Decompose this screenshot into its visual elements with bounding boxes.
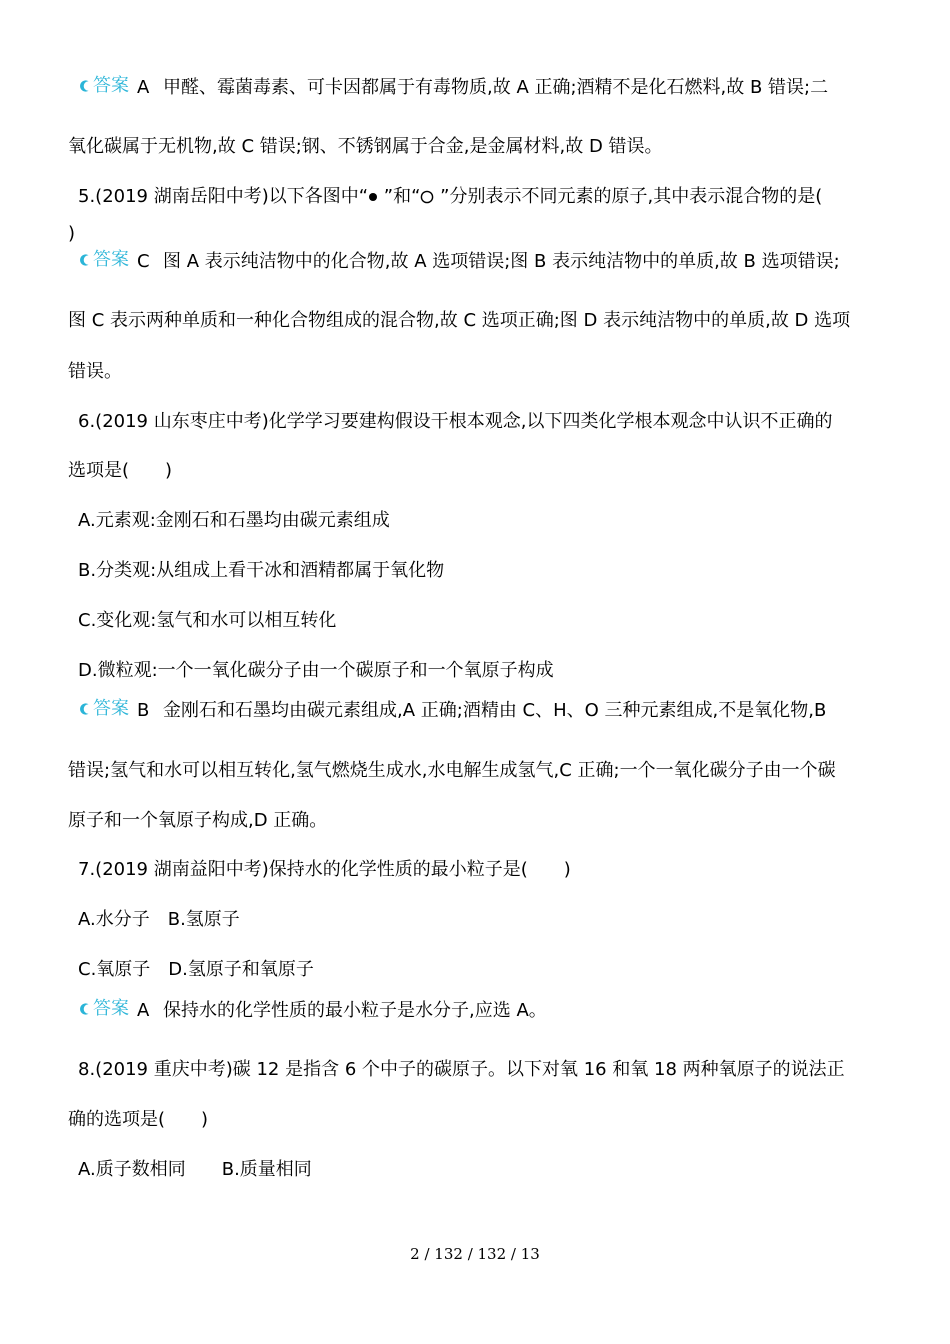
answer-5-line-3: 错误。 xyxy=(68,361,122,382)
answer-badge: 答案 xyxy=(78,697,129,721)
filled-dot-icon xyxy=(368,192,378,202)
question-6: 6.(2019 山东枣庄中考)化学学习要建构假设干根本观念,以下四类化学根本观念中认识不正确的 xyxy=(78,411,833,432)
answer-label: 答案 xyxy=(93,75,129,96)
answer-badge-icon xyxy=(78,253,92,267)
question-6-line-2: 选项是( ) xyxy=(68,460,173,481)
answer-text: 甲醛、霉菌毒素、可卡因都属于有毒物质,故 A 正确;酒精不是化石燃料,故 B 错误;二 xyxy=(163,77,829,98)
answer-badge-icon xyxy=(78,79,92,93)
question-7-options-1: A.水分子 B.氢原子 xyxy=(78,909,240,930)
answer-badge: 答案 xyxy=(78,997,129,1021)
answer-badge-icon xyxy=(78,702,92,716)
question-5-line-2: ) xyxy=(68,223,76,244)
question-8-options-1: A.质子数相同 B.质量相同 xyxy=(78,1159,312,1180)
answer-letter: A xyxy=(137,77,150,98)
answer-badge: 答案 xyxy=(78,248,129,272)
question-8: 8.(2019 重庆中考)碳 12 是指含 6 个中子的碳原子。以下对氧 16 和氧 18 两种氧原子的说法正 xyxy=(78,1059,845,1080)
answer-7: 答案 A 保持水的化学性质的最小粒子是水分子,应选 A。 xyxy=(78,997,547,1023)
answer-6: 答案 B 金刚石和石墨均由碳元素组成,A 正确;酒精由 C、H、O 三种元素组成,不是氧化物,B xyxy=(78,697,826,723)
question-5: 5.(2019 湖南岳阳中考)以下各图中“ ”和“ ”分别表示不同元素的原子,其中表示混合物的是( xyxy=(78,186,823,207)
question-7-options-2: C.氧原子 D.氢原子和氧原子 xyxy=(78,959,314,980)
hollow-circle-icon xyxy=(420,190,434,204)
answer-6-line-2: 错误;氢气和水可以相互转化,氢气燃烧生成水,水电解生成氢气,C 正确;一个一氧化碳分子由一个碳 xyxy=(68,760,836,781)
page-number: 2 / 132 / 132 / 13 xyxy=(410,1245,540,1263)
option-d: D.微粒观:一个一氧化碳分子由一个碳原子和一个氧原子构成 xyxy=(78,660,554,681)
option-b: B.分类观:从组成上看干冰和酒精都属于氧化物 xyxy=(78,560,445,581)
answer-5: 答案 C 图 A 表示纯洁物中的化合物,故 A 选项错误;图 B 表示纯洁物中的单质,故 B 选项错误; xyxy=(78,248,840,274)
answer-badge-icon xyxy=(78,1002,92,1016)
answer-4 xyxy=(78,74,828,100)
answer-6-line-3: 原子和一个氧原子构成,D 正确。 xyxy=(68,810,328,831)
option-c: C.变化观:氢气和水可以相互转化 xyxy=(78,610,337,631)
answer-5-line-2: 图 C 表示两种单质和一种化合物组成的混合物,故 C 选项正确;图 D 表示纯洁物中的单质,故 D 选项 xyxy=(68,310,851,331)
option-a: A.元素观:金刚石和石墨均由碳元素组成 xyxy=(78,510,390,531)
question-8-line-2: 确的选项是( ) xyxy=(68,1109,209,1130)
answer-4-line-2: 氧化碳属于无机物,故 C 错误;钢、不锈钢属于合金,是金属材料,故 D 错误。 xyxy=(68,136,663,157)
answer-badge xyxy=(78,74,129,98)
question-7: 7.(2019 湖南益阳中考)保持水的化学性质的最小粒子是( ) xyxy=(78,859,571,880)
